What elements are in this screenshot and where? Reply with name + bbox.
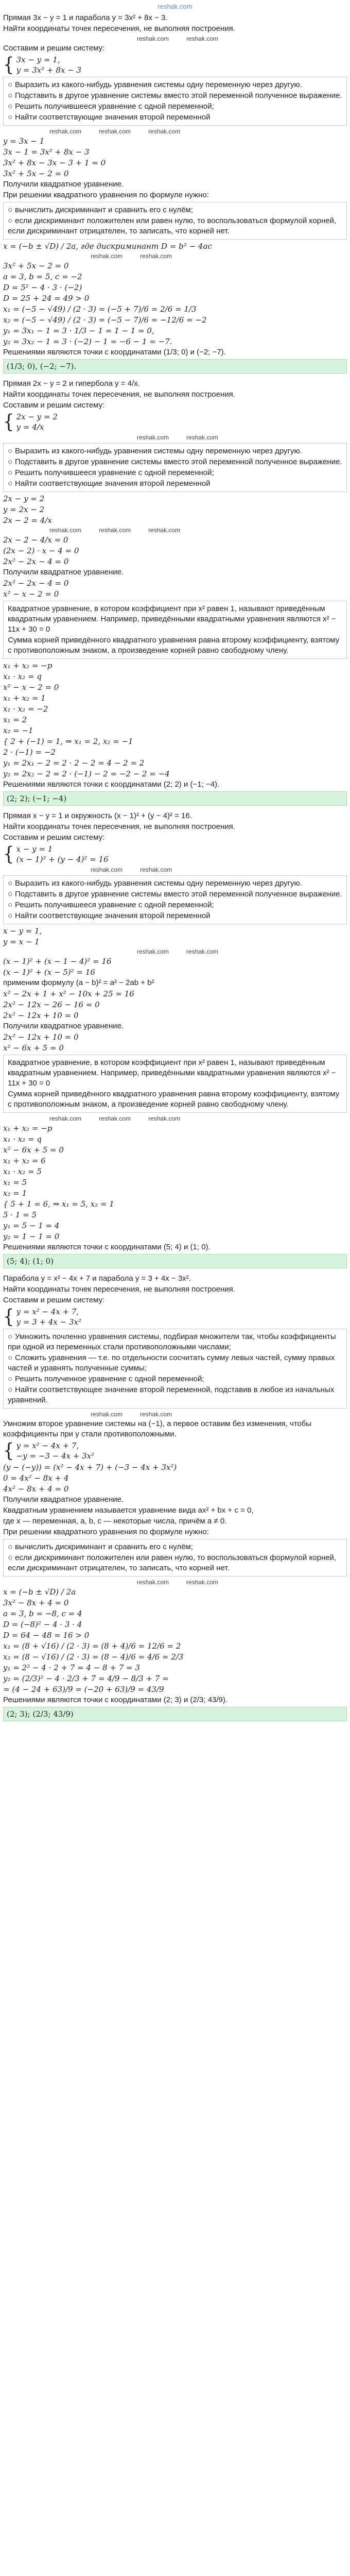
compose-text: Составим и решим систему: xyxy=(3,44,105,53)
calc-line: x₁ = (8 + √16) / (2 · 3) = (8 + 4)/6 = 12/6 = 2 xyxy=(3,1641,181,1651)
circle-bullet-icon: ○ xyxy=(8,479,13,488)
circle-bullet-icon: ○ xyxy=(8,1375,13,1383)
info-box xyxy=(3,601,347,659)
general-text: где x — переменная, a, b, c — некоторые числа, причём a ≠ 0. xyxy=(3,1517,227,1526)
calc-line: 3x² + 5x − 2 = 0 xyxy=(3,261,69,270)
find-text: Найти координаты точек пересечения, не выполняя построения. xyxy=(3,822,235,831)
circle-bullet-icon: ○ xyxy=(8,447,13,455)
steps-box xyxy=(3,202,347,240)
calc-line: = (4 − 24 + 63)/9 = (−20 + 63)/9 = 43/9 xyxy=(3,1685,164,1694)
vieta-line: x₁ + x₂ = −p xyxy=(3,1124,52,1133)
quad-label: Получили квадратное уравнение. xyxy=(3,1022,124,1030)
circle-bullet-icon: ○ xyxy=(8,1332,13,1341)
step-item: ○ Найти соответствующие значения второй переменной xyxy=(8,113,211,122)
steps-box xyxy=(3,875,347,924)
circle-bullet-icon: ○ xyxy=(8,80,13,89)
answer-box: (5; 4); (1; 0) xyxy=(3,1254,347,1268)
calc-line: y₂ = 3x₂ − 1 = 3 · (−2) − 1 = −6 − 1 = −7. xyxy=(3,337,172,346)
calc-line: a = 3, b = 5, c = −2 xyxy=(3,272,82,281)
step-item: ○ если дискриминант положителен или равен нулю, то воспользоваться формулой корней, если дискриминант отрицателен, то записать, что корней нет. xyxy=(8,216,337,235)
vieta-line: y₂ = 1 − 1 = 0 xyxy=(3,1232,60,1241)
vieta-line: x₂ = 1 xyxy=(3,1189,27,1198)
system-eq: y = 3x² + 8x − 3 xyxy=(16,65,81,75)
step-item: ○ Найти соответствующее значение второй переменной, подставив в любое из начальных уравнений. xyxy=(8,1385,335,1404)
vieta-line: y₁ = 2x₁ − 2 = 2 · 2 − 2 = 4 − 2 = 2 xyxy=(3,758,145,768)
watermark-row: reshak.com reshak.com xyxy=(91,866,172,873)
find-text: Найти координаты точек пересечения, не выполняя построения. xyxy=(3,390,235,399)
step-item: ○ Найти соответствующие значения второй переменной xyxy=(8,479,211,488)
circle-bullet-icon: ○ xyxy=(8,879,13,888)
math-line: применим формулу (a − b)² = a² − 2ab + b² xyxy=(3,978,154,987)
system-eq: 3x − y = 1, xyxy=(16,55,60,64)
vieta-line: x₁ = 5 xyxy=(3,1178,27,1187)
circle-bullet-icon: ○ xyxy=(8,113,13,122)
step-item: ○ вычислить дискриминант и сравнить его с нулём; xyxy=(8,206,193,214)
vieta-line: 5 · 1 = 5 xyxy=(3,1210,37,1219)
watermark-row: reshak.com reshak.com reshak.com xyxy=(49,1115,181,1122)
math-line: 3x² + 5x − 2 = 0 xyxy=(3,169,69,178)
find-text: Найти координаты точек пересечения, не выполняя построения. xyxy=(3,1285,235,1294)
math-line: 3x − 1 = 3x² + 8x − 3 xyxy=(3,147,90,157)
equation-system xyxy=(3,1307,347,1327)
brace-icon: { xyxy=(3,1306,14,1328)
info-text: Сумма корней приведённого квадратного уравнения равна второму коэффициенту, взятому с противоположным знаком, а произведение корней равно свободному члену. xyxy=(8,1090,340,1109)
watermark-row: reshak.com reshak.com reshak.com xyxy=(49,527,181,534)
steps-box xyxy=(3,443,347,492)
problem-title: Прямая 3x − y = 1 и парабола y = 3x² + 8x − 3. xyxy=(3,13,168,22)
calc-line: x₂ = (−5 − √49) / (2 · 3) = (−5 − 7)/6 = −12/6 = −2 xyxy=(3,315,207,325)
circle-bullet-icon: ○ xyxy=(8,1553,13,1562)
vieta-line: { 2 + (−1) = 1, ⇒ x₁ = 2, x₂ = −1 xyxy=(3,737,133,746)
math-line: y = 3x − 1 xyxy=(3,137,45,146)
step-item: ○ вычислить дискриминант и сравнить его с нулём; xyxy=(8,1543,193,1551)
problem-title: Прямая 2x − y = 2 и гипербола y = 4/x. xyxy=(3,379,140,388)
step-item: ○ Решить полученное уравнение с одной переменной; xyxy=(8,1375,204,1383)
problem-1 xyxy=(3,13,347,374)
vieta-line: x₁ + x₂ = 6 xyxy=(3,1156,46,1165)
calc-line: x₁ = (−5 − √49) / (2 · 3) = (−5 + 7)/6 = 2/6 = 1/3 xyxy=(3,304,197,314)
system-eq: x − y = 1 xyxy=(16,844,53,854)
step-item: ○ Выразить из какого-нибудь уравнения системы одну переменную через другую. xyxy=(8,447,302,455)
watermark: reshak.com xyxy=(186,35,219,42)
site-header[interactable]: reshak.com xyxy=(157,3,192,10)
math-line: (2x − 2) · x − 4 = 0 xyxy=(3,546,79,555)
math-line: 3x² + 8x − 3x − 3 + 1 = 0 xyxy=(3,158,106,167)
brace-icon: { xyxy=(3,843,14,866)
math-line: y = 2x − 2 xyxy=(3,505,45,514)
watermark-row: reshak.com reshak.com xyxy=(137,434,219,441)
circle-bullet-icon: ○ xyxy=(8,216,13,225)
calc-line: 2x² − 12x + 10 = 0 xyxy=(3,1032,79,1042)
vieta-line: x₁ · x₂ = −2 xyxy=(3,704,48,714)
step-item: ○ Подставить в другое уравнение системы вместо этой переменной полученное выражение. xyxy=(8,91,342,100)
math-line: x² − 2x + 1 + x² − 10x + 25 = 16 xyxy=(3,989,134,998)
math-line: 2x² − 2x − 4 = 0 xyxy=(3,557,69,566)
math-line: 2x − y = 2 xyxy=(3,494,45,503)
step-item: ○ Решить получившееся уравнение с одной переменной; xyxy=(8,468,214,477)
info-text: Квадратное уравнение, в котором коэффициент при x² равен 1, называют приведённым квадратным уравнением. Например, приведёнными квадратными уравнения являются x² − 11x + 30 = 0 xyxy=(8,1058,336,1088)
vieta-line: y₁ = 5 − 1 = 4 xyxy=(3,1221,60,1230)
info-text: Квадратное уравнение, в котором коэффициент при x² равен 1, называют приведённым квадратным уравнением. Например, приведёнными квадратными уравнения являются x² − 11x + 30 = 0 xyxy=(8,604,336,634)
circle-bullet-icon: ○ xyxy=(8,1353,13,1362)
circle-bullet-icon: ○ xyxy=(8,1543,13,1551)
watermark-row: reshak.com reshak.com reshak.com xyxy=(49,128,181,135)
answer-box: (1/3; 0), (−2; −7). xyxy=(3,359,347,374)
solution-line: Решениями являются точки с координатами (5; 4) и (1; 0). xyxy=(3,1243,211,1251)
general-text: Квадратным уравнением называется уравнение вида ax² + bx + c = 0, xyxy=(3,1506,254,1515)
vieta-line: x₁ · x₂ = 5 xyxy=(3,1167,42,1176)
intro-text: Умножим второе уравнение системы на (−1), а первое оставим без изменения, чтобы коэффициенты при y стали противоположными. xyxy=(3,1419,312,1438)
math-line: x − y = 1, xyxy=(3,926,42,936)
calc-line: y₁ = 2² − 4 · 2 + 7 = 4 − 8 + 7 = 3 xyxy=(3,1663,140,1672)
circle-bullet-icon: ○ xyxy=(8,457,13,466)
vieta-line: x₂ = −1 xyxy=(3,726,33,735)
steps-box xyxy=(3,77,347,126)
watermark: reshak.com xyxy=(137,35,169,42)
circle-bullet-icon: ○ xyxy=(8,102,13,111)
step-item: ○ Подставить в другое уравнение системы вместо этой переменной полученное выражение. xyxy=(8,890,342,899)
compose-text: Составим и решим систему: xyxy=(3,833,105,842)
brace-icon: { xyxy=(3,1439,14,1462)
circle-bullet-icon: ○ xyxy=(8,901,13,909)
watermark-row xyxy=(3,35,347,43)
circle-bullet-icon: ○ xyxy=(8,890,13,899)
compose-text: Составим и решим систему: xyxy=(3,401,105,410)
vieta-line: x² − x − 2 = 0 xyxy=(3,683,59,692)
calc-line: 3x² − 8x + 4 = 0 xyxy=(3,1598,69,1607)
math-line: y = x − 1 xyxy=(3,937,40,946)
formula-line: x = (−b ± √D) / 2a xyxy=(3,1587,76,1597)
steps-box xyxy=(3,1539,347,1577)
watermark-row: reshak.com reshak.com xyxy=(91,1411,172,1418)
system-eq: 2x − y = 2 xyxy=(16,412,58,421)
circle-bullet-icon: ○ xyxy=(8,206,13,214)
circle-bullet-icon: ○ xyxy=(8,911,13,920)
equation-system xyxy=(3,1440,347,1461)
math-line: 2x² − 12x − 26 − 16 = 0 xyxy=(3,1000,100,1009)
step-item: ○ Подставить в другое уравнение системы вместо этой переменной полученное выражение. xyxy=(8,457,342,466)
step-item: ○ Решить получившееся уравнение с одной переменной; xyxy=(8,901,214,909)
circle-bullet-icon: ○ xyxy=(8,468,13,477)
answer-box: (2; 3); (2/3; 43/9) xyxy=(3,1707,347,1721)
math-line: 2x² − 12x + 10 = 0 xyxy=(3,1011,79,1020)
find-text: Найти координаты точек пересечения, не выполняя построения. xyxy=(3,24,235,33)
vieta-line: x₁ · x₂ = q xyxy=(3,672,42,681)
circle-bullet-icon: ○ xyxy=(8,1385,13,1394)
calc-line: x² − x − 2 = 0 xyxy=(3,589,59,599)
calc-line: x² − 6x + 5 = 0 xyxy=(3,1043,64,1053)
quad-label: Получили квадратное уравнение. xyxy=(3,180,124,189)
info-box xyxy=(3,1055,347,1113)
solution-line: Решениями являются точки с координатами (1/3; 0) и (−2; −7). xyxy=(3,348,226,357)
equation-system xyxy=(3,412,347,432)
vieta-line: 2 · (−1) = −2 xyxy=(3,748,56,757)
system-eq: y = 4/x xyxy=(16,422,44,432)
calc-line: x₂ = (8 − √16) / (2 · 3) = (8 − 4)/6 = 4/6 = 2/3 xyxy=(3,1652,184,1662)
brace-icon: { xyxy=(3,54,14,76)
quad-label: Получили квадратное уравнение. xyxy=(3,568,124,577)
step-item: ○ Выразить из какого-нибудь уравнения системы одну переменную через другую. xyxy=(8,879,302,888)
steps-box xyxy=(3,1329,347,1409)
quad-label: Получили квадратное уравнение. xyxy=(3,1495,124,1504)
circle-bullet-icon: ○ xyxy=(8,91,13,100)
solution-line: Решениями являются точки с координатами (2; 3) и (2/3; 43/9). xyxy=(3,1696,228,1704)
calc-line: D = 5² − 4 · 3 · (−2) xyxy=(3,283,82,292)
step-item: ○ Найти соответствующие значения второй переменной xyxy=(8,911,211,920)
problem-title: Парабола y = x² − 4x + 7 и парабола y = 3 + 4x − 3x². xyxy=(3,1274,191,1283)
step-item: ○ Умножить почленно уравнения системы, подбирая множители так, чтобы коэффициенты при одной из переменных стали противоположными числами; xyxy=(8,1332,336,1351)
formula-line: x = (−b ± √D) / 2a, где дискриминант D = b² − 4ac xyxy=(3,242,212,251)
info-text: Сумма корней приведённого квадратного уравнения равна второму коэффициенту, взятому с противоположным знаком, а произведение корней равно свободному члену. xyxy=(8,636,340,655)
solution-line: Решениями являются точки с координатами (2; 2) и (−1; −4). xyxy=(3,780,220,789)
math-line: 2x − 2 − 4/x = 0 xyxy=(3,535,68,545)
calc-line: y₂ = (2/3)² − 4 · 2/3 + 7 = 4/9 − 8/3 + 7 = xyxy=(3,1674,169,1683)
vieta-line: x₁ = 2 xyxy=(3,715,27,724)
system-eq: −y = −3 − 4x + 3x² xyxy=(16,1451,95,1461)
problem-3 xyxy=(3,811,347,1268)
math-line: 2x − 2 = 4/x xyxy=(3,516,52,525)
watermark-row: reshak.com reshak.com xyxy=(137,1579,219,1586)
step-item: ○ Сложить уравнения — т.е. по отдельности сосчитать сумму левых частей, сумму правых частей и уравнять полученные суммы; xyxy=(8,1353,335,1372)
calc-line: 2x² − 2x − 4 = 0 xyxy=(3,579,69,588)
answer-box: (2; 2); (−1; −4) xyxy=(3,791,347,806)
vieta-line: x₁ + x₂ = −p xyxy=(3,661,52,670)
problem-2 xyxy=(3,379,347,806)
step-item: ○ Выразить из какого-нибудь уравнения системы одну переменную через другую. xyxy=(8,80,302,89)
equation-system xyxy=(3,844,347,865)
vieta-line: y₂ = 2x₂ − 2 = 2 · (−1) − 2 = −2 − 2 = −4 xyxy=(3,769,170,778)
problem-title: Прямая x − y = 1 и окружность (x − 1)² + (y − 4)² = 16. xyxy=(3,811,192,820)
system-eq: (x − 1)² + (y − 4)² = 16 xyxy=(16,855,109,864)
step-item: ○ Решить получившееся уравнение с одной переменной; xyxy=(8,102,214,111)
calc-line: D = 64 − 48 = 16 > 0 xyxy=(3,1631,90,1640)
formula-intro: При решении квадратного уравнения по формуле нужно: xyxy=(3,191,209,199)
math-line: 4x² − 8x + 4 = 0 xyxy=(3,1484,69,1494)
math-line: (x − 1)² + (x − 1 − 4)² = 16 xyxy=(3,957,112,966)
formula-intro: При решении квадратного уравнения по формуле нужно: xyxy=(3,1528,209,1536)
vieta-line: x² − 6x + 5 = 0 xyxy=(3,1145,64,1155)
vieta-line: x₁ · x₂ = q xyxy=(3,1134,42,1144)
problem-4 xyxy=(3,1274,347,1721)
math-line: 0 = 4x² − 8x + 4 xyxy=(3,1473,69,1483)
math-line: (y − (−y)) = (x² − 4x + 7) + (−3 − 4x + 3x²) xyxy=(3,1463,177,1472)
equation-system xyxy=(3,55,347,75)
calc-line: y₁ = 3x₁ − 1 = 3 · 1/3 − 1 = 1 − 1 = 0, xyxy=(3,326,154,335)
system-eq: y = 3 + 4x − 3x² xyxy=(16,1317,81,1327)
vieta-line: { 5 + 1 = 6, ⇒ x₁ = 5, x₂ = 1 xyxy=(3,1199,114,1209)
calc-line: D = 25 + 24 = 49 > 0 xyxy=(3,294,90,303)
watermark-row: reshak.com reshak.com xyxy=(137,948,219,955)
watermark-row: reshak.com reshak.com xyxy=(91,252,172,260)
step-item: ○ если дискриминант положителен или равен нулю, то воспользоваться формулой корней, если дискриминант отрицателен, то записать, что корней нет. xyxy=(8,1553,337,1572)
calc-line: a = 3, b = −8, c = 4 xyxy=(3,1609,82,1618)
system-eq: y = x² − 4x + 7, xyxy=(16,1307,79,1316)
compose-text: Составим и решим систему: xyxy=(3,1296,105,1304)
brace-icon: { xyxy=(3,411,14,433)
calc-line: D = (−8)² − 4 · 3 · 4 xyxy=(3,1620,82,1629)
math-line: (x − 1)² + (x − 5)² = 16 xyxy=(3,968,95,977)
vieta-line: x₁ + x₂ = 1 xyxy=(3,693,46,703)
system-eq: y = x² − 4x + 7, xyxy=(16,1441,79,1450)
